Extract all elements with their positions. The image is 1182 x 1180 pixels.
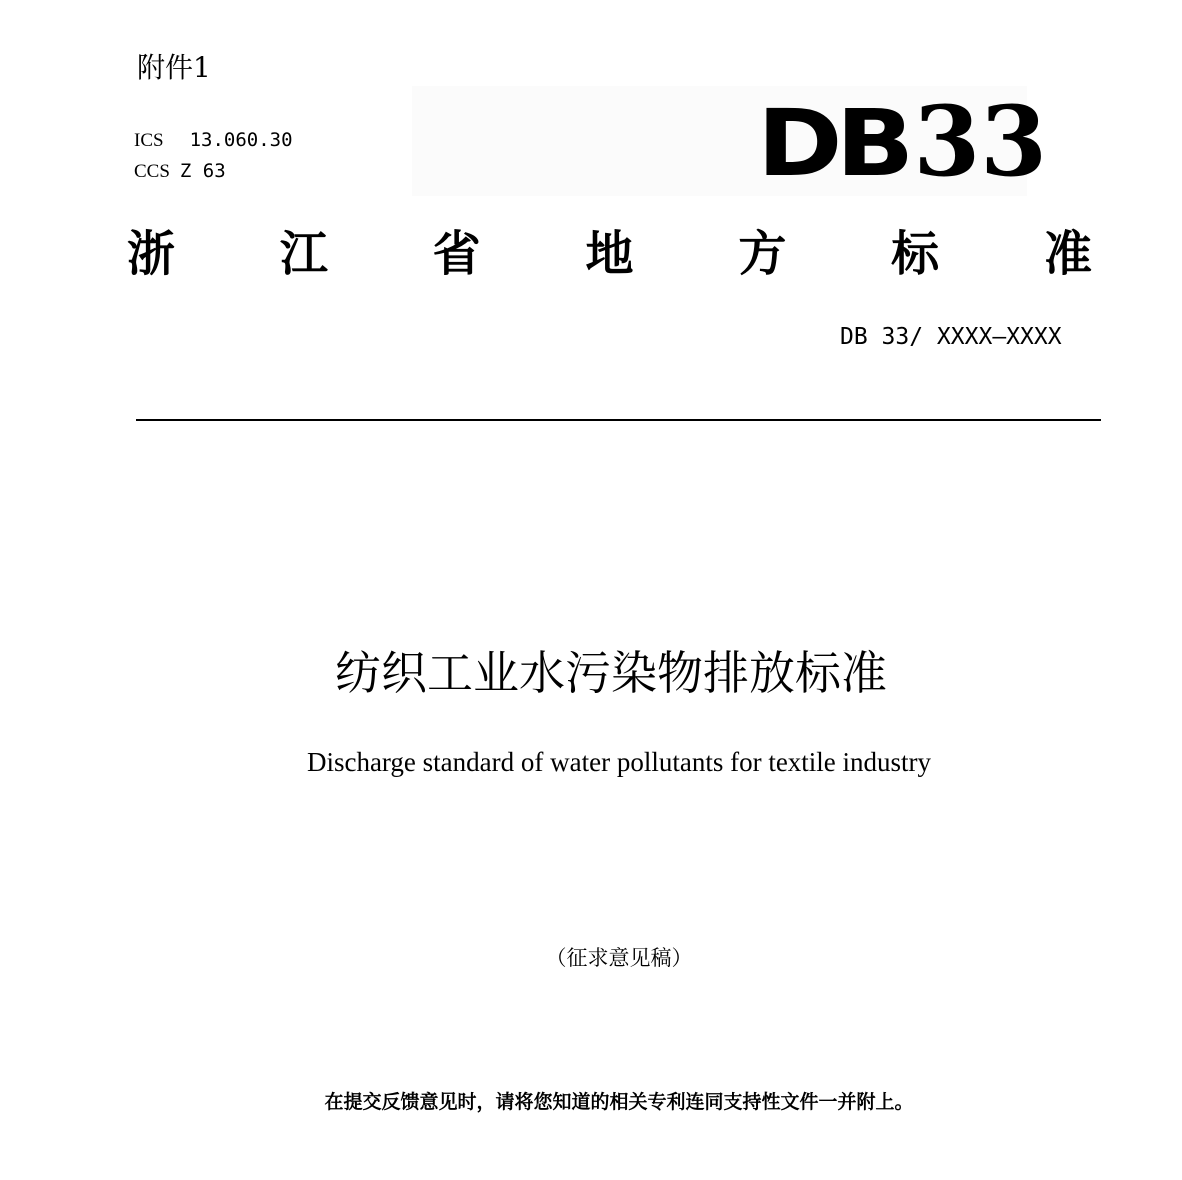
ics-label: ICS [134, 130, 164, 151]
standard-title-char: 准 [1043, 226, 1092, 282]
standard-title-char: 浙 [127, 226, 176, 282]
ics-code: 13.060.30 [189, 129, 293, 151]
header-divider [136, 419, 1101, 421]
attachment-label: 附件1 [137, 51, 211, 84]
standard-title-char: 标 [891, 226, 940, 282]
document-title-cn: 纺织工业水污染物排放标准 [335, 646, 887, 700]
standard-title-char: 江 [279, 226, 328, 282]
standard-title [127, 222, 1092, 286]
db33-logo [757, 85, 1048, 198]
ccs-label: CCS [134, 161, 170, 182]
document-title-en: Discharge standard of water pollutants for textile industry [306, 747, 932, 777]
footer-note: 在提交反馈意见时，请将您知道的相关专利连同支持性文件一并附上。 [324, 1091, 914, 1113]
draft-status: （征求意见稿） [545, 946, 693, 970]
standard-title-char: 地 [585, 226, 634, 282]
standard-title-char: 方 [738, 226, 787, 282]
standard-number: DB 33/ XXXX—XXXX [840, 324, 1062, 350]
standard-title-char: 省 [432, 226, 481, 282]
ics-classification [134, 128, 293, 153]
logo-letters: DB [757, 90, 908, 197]
logo-number: 33 [913, 85, 1048, 198]
ccs-classification [134, 159, 226, 184]
ccs-code: Z 63 [179, 160, 226, 182]
